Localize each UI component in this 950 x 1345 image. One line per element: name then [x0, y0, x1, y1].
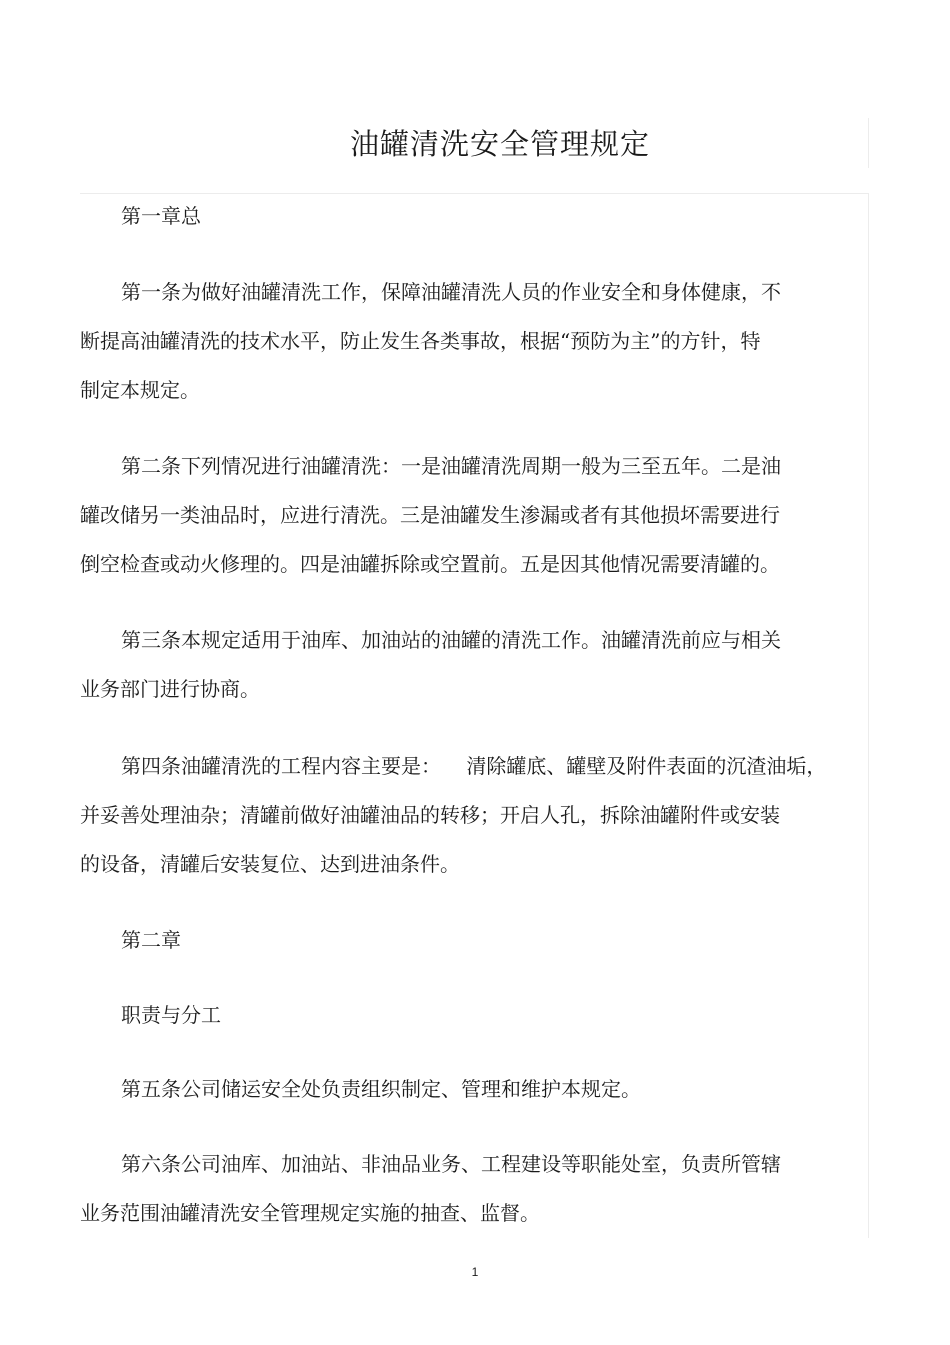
article-6 — [80, 1140, 840, 1238]
paragraph-line: 罐改储另一类油品时，应进行清洗。三是油罐发生渗漏或者有其他损坏需要进行 — [80, 503, 780, 527]
paragraph-line: 职责与分工 — [121, 1003, 221, 1027]
paragraph-line: 断提高油罐清洗的技术水平，防止发生各类事故，根据“预防为主”的方针，特 — [80, 329, 761, 353]
section-heading — [80, 991, 840, 1040]
article-4 — [80, 742, 840, 889]
body-divider-vertical — [868, 193, 869, 1238]
paragraph-line: 第四条油罐清洗的工程内容主要是： 清除罐底、罐壁及附件表面的沉渣油垢， — [121, 754, 827, 778]
paragraph-line: 第一条为做好油罐清洗工作，保障油罐清洗人员的作业安全和身体健康，不 — [121, 280, 781, 304]
paragraph-line: 第二条下列情况进行油罐清洗：一是油罐清洗周期一般为三至五年。二是油 — [121, 454, 781, 478]
article-1 — [80, 268, 840, 415]
paragraph-line: 倒空检查或动火修理的。四是油罐拆除或空置前。五是因其他情况需要清罐的。 — [80, 552, 780, 576]
paragraph-line: 制定本规定。 — [80, 378, 200, 402]
article-5 — [80, 1065, 840, 1114]
document-title: 油罐清洗安全管理规定 — [349, 127, 650, 161]
paragraph-line: 第一章总 — [121, 204, 201, 228]
chapter-heading-2 — [80, 916, 840, 965]
paragraph-line: 业务部门进行协商。 — [80, 677, 260, 701]
article-2 — [80, 442, 840, 589]
paragraph-line: 第五条公司储运安全处负责组织制定、管理和维护本规定。 — [121, 1077, 641, 1101]
article-3 — [80, 616, 840, 714]
paragraph-line: 并妥善处理油杂；清罐前做好油罐油品的转移；开启人孔，拆除油罐附件或安装 — [80, 803, 780, 827]
chapter-heading-1 — [80, 192, 840, 241]
paragraph-line: 第二章 — [121, 928, 181, 952]
paragraph-line: 第三条本规定适用于油库、加油站的油罐的清洗工作。油罐清洗前应与相关 — [121, 628, 781, 652]
paragraph-line: 业务范围油罐清洗安全管理规定实施的抽查、监督。 — [80, 1201, 540, 1225]
paragraph-line: 第六条公司油库、加油站、非油品业务、工程建设等职能处室，负责所管辖 — [121, 1152, 781, 1176]
paragraph-line: 的设备，清罐后安装复位、达到进油条件。 — [80, 852, 460, 876]
page-number: 1 — [471, 1265, 479, 1279]
